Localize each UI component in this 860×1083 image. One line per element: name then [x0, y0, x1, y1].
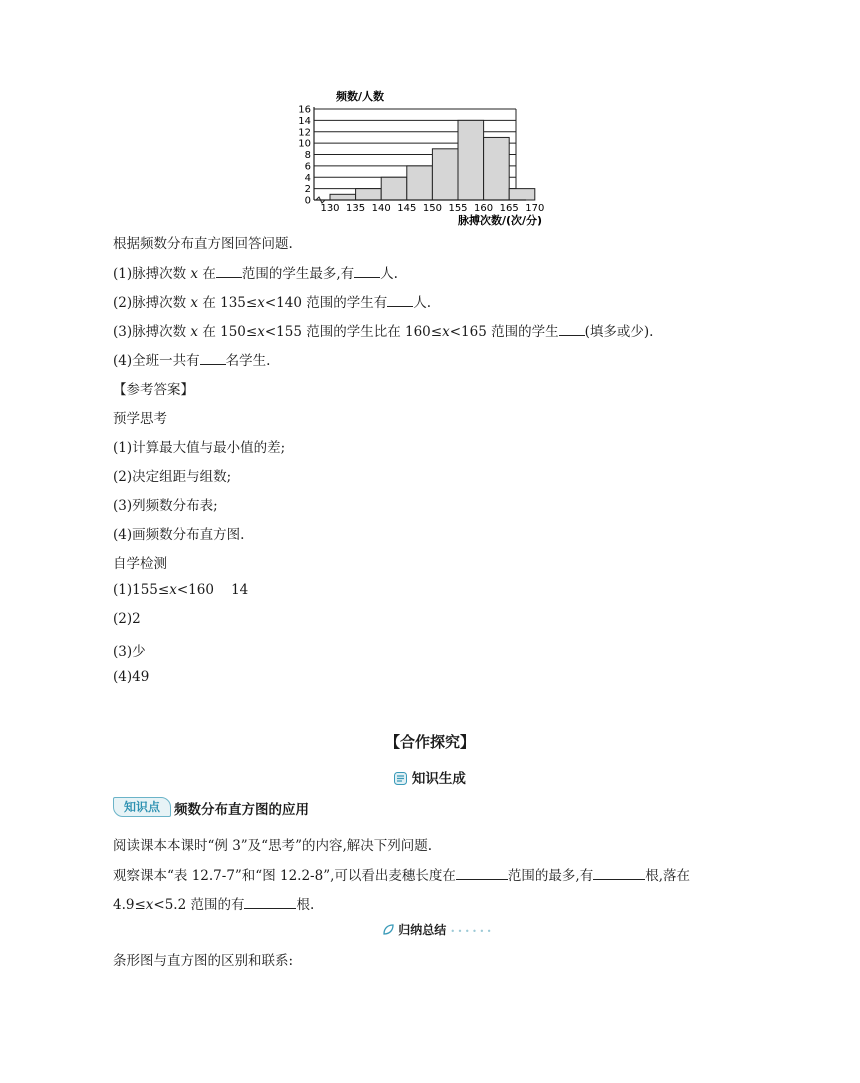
cooperation-paragraph-1: 阅读课本本课时“例 3”及“思考”的内容,解决下列问题. [113, 838, 433, 854]
knowledge-point-title: 频数分布直方图的应用 [174, 802, 309, 818]
frequency-histogram [296, 86, 546, 230]
question-1: (1)脉搏次数 x 在 范围的学生最多,有 人. [113, 262, 398, 282]
y-tick-label: 2 [304, 184, 311, 196]
cooperation-paragraph-4: 条形图与直方图的区别和联系: [113, 953, 294, 969]
self-check-answer-3: (3)少 [113, 644, 146, 660]
self-check-answer-2: (2)2 [113, 611, 141, 627]
answer-blank[interactable] [244, 894, 296, 909]
question-2: (2)脉搏次数 x 在 135≤x<140 范围的学生有 人. [113, 291, 431, 311]
summary-title: 归纳总结 • • • • • • [383, 921, 491, 938]
preview-item: (1)计算最大值与最小值的差; [113, 440, 286, 456]
section-title: 【合作探究】 [384, 733, 475, 751]
x-tick-label: 145 [397, 203, 417, 214]
x-tick-label: 165 [499, 203, 519, 214]
preview-item: (4)画频数分布直方图. [113, 527, 245, 543]
answers-header: 【参考答案】 [113, 382, 194, 398]
x-tick-label: 160 [474, 203, 494, 214]
cooperation-paragraph-2: 观察课本“表 12.7-7”和“图 12.2-8”,可以看出麦穗长度在 范围的最多,有 根,落在 [113, 864, 690, 884]
chart-ylabel: 频数/人数 [336, 90, 385, 103]
histogram-bar [407, 166, 433, 200]
self-check-title: 自学检测 [113, 556, 167, 572]
chart-bars [330, 120, 535, 200]
self-check-answer-4: (4)49 [113, 669, 150, 685]
y-tick-label: 10 [298, 138, 311, 150]
y-tick-label: 6 [304, 161, 311, 173]
answer-blank[interactable] [354, 263, 380, 278]
histogram-bar [432, 149, 458, 200]
answer-blank[interactable] [593, 865, 645, 880]
histogram-bar [484, 137, 510, 200]
x-tick-label: 150 [422, 203, 442, 214]
x-tick-label: 130 [320, 203, 340, 214]
knowledge-point-badge: 知识点 [113, 797, 171, 817]
x-tick-label: 170 [525, 203, 545, 214]
cooperation-paragraph-3: 4.9≤x<5.2 范围的有 根. [113, 893, 314, 913]
book-icon [394, 772, 407, 785]
y-tick-label: 4 [304, 172, 311, 184]
answer-blank[interactable] [456, 865, 508, 880]
self-check-answer-1: (1)155≤x<160 14 [113, 582, 249, 598]
histogram-bar [458, 120, 484, 200]
chart-xlabel: 脉搏次数/(次/分) [458, 214, 543, 227]
y-tick-label: 16 [298, 104, 311, 116]
answer-blank[interactable] [387, 292, 413, 307]
preview-item: (2)决定组距与组数; [113, 469, 232, 485]
preview-item: (3)列频数分布表; [113, 498, 218, 514]
y-tick-label: 14 [298, 115, 311, 127]
y-tick-label: 12 [298, 127, 311, 139]
histogram-bar [509, 189, 535, 200]
x-tick-label: 155 [448, 203, 468, 214]
preview-title: 预学思考 [113, 411, 167, 427]
histogram-bar [356, 189, 382, 200]
section-subtitle: 知识生成 [0, 767, 860, 787]
answer-blank[interactable] [216, 263, 242, 278]
y-tick-label: 8 [304, 150, 311, 161]
y-tick-label: 0 [304, 195, 311, 207]
question-intro: 根据频数分布直方图回答问题. [113, 236, 293, 252]
answer-blank[interactable] [559, 321, 585, 336]
x-tick-label: 135 [346, 203, 366, 214]
x-tick-label: 140 [371, 203, 391, 214]
leaf-icon [383, 924, 394, 935]
histogram-bar [330, 194, 356, 200]
histogram-bar [381, 177, 407, 200]
question-4: (4)全班一共有 名学生. [113, 349, 270, 369]
question-3: (3)脉搏次数 x 在 150≤x<155 范围的学生比在 160≤x<165 范围的学生 (填多或少). [113, 320, 653, 340]
answer-blank[interactable] [200, 350, 226, 365]
